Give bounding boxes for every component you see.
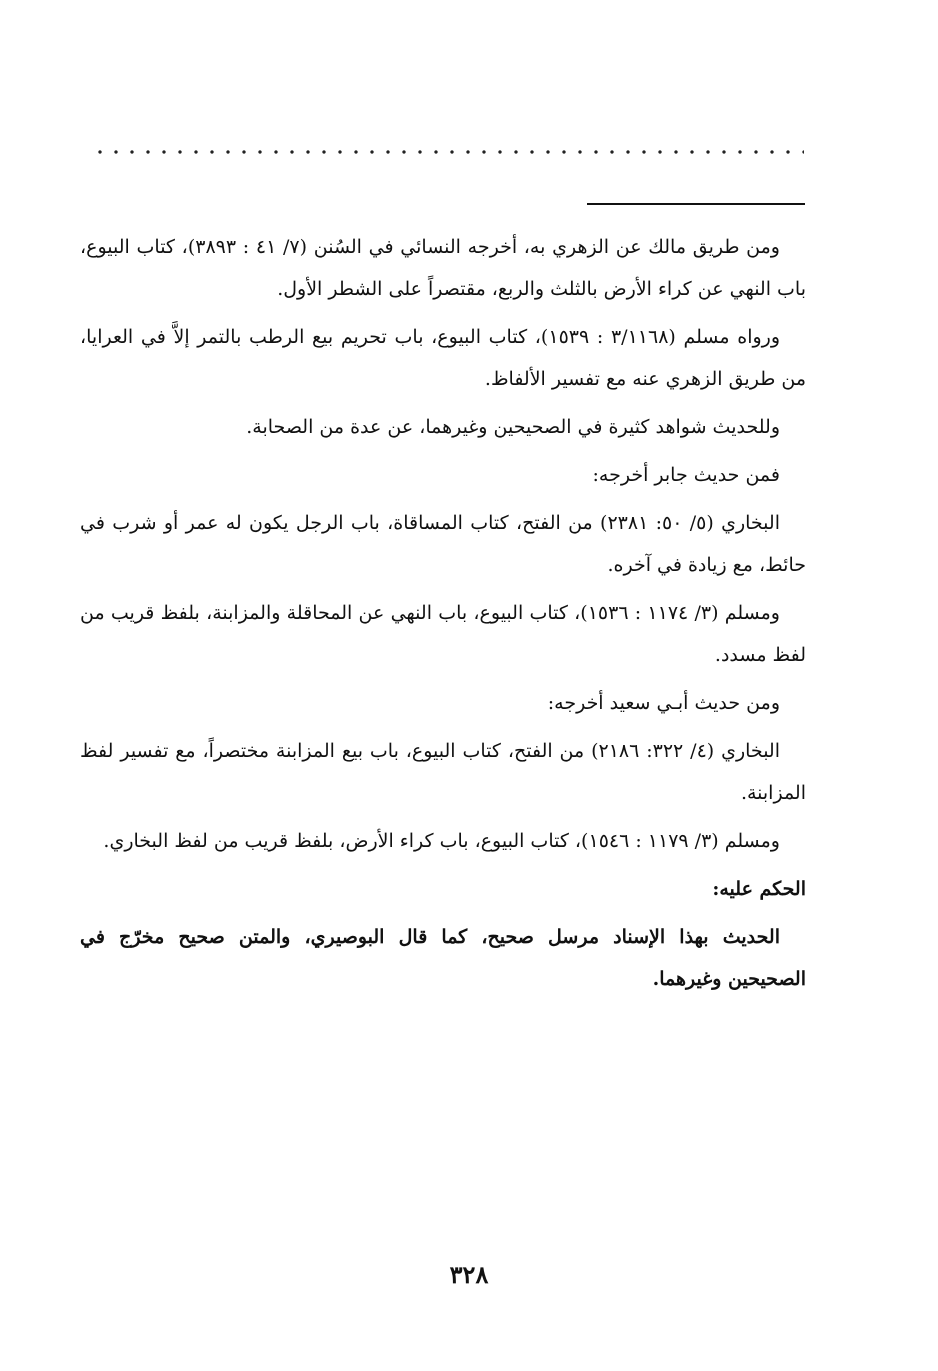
paragraph-bukhari-abu-said: البخاري (٤/ ٣٢٢: ٢١٨٦) من الفتح، كتاب البيوع، باب بيع المزابنة مختصراً، مع تفسير لفظ المزابنة. [80, 740, 806, 804]
paragraph-bukhari-jabir: البخاري (٥/ ٥٠: ٢٣٨١) من الفتح، كتاب المساقاة، باب الرجل يكون له عمر أو شرب في حائط، مع زيادة في آخره. [80, 512, 806, 576]
dotted-separator [92, 145, 804, 159]
page-body [80, 226, 806, 1006]
paragraph-witnesses: وللحديث شواهد كثيرة في الصحيحين وغيرهما، عن عدة من الصحابة. [246, 416, 780, 438]
page-number: ٣٢٨ [449, 1260, 489, 1289]
footnote-rule [587, 203, 805, 205]
paragraph-jabir-intro: فمن حديث جابر أخرجه: [592, 464, 780, 486]
ruling-text: الحديث بهذا الإسناد مرسل صحيح، كما قال البوصيري، والمتن صحيح مخرّج في الصحيحين وغيرهما. [80, 926, 806, 990]
paragraph-muslim-jabir: ومسلم (٣/ ١١٧٤ : ١٥٣٦)، كتاب البيوع، باب النهي عن المحاقلة والمزابنة، بلفظ قريب من لفظ مسدد. [80, 602, 806, 666]
paragraph-muslim-narration: ورواه مسلم (٣/١١٦٨ : ١٥٣٩)، كتاب البيوع، باب تحريم بيع الرطب بالتمر إلاَّ في العرايا، من طريق الزهري عنه مع تفسير الألفاظ. [80, 326, 806, 390]
paragraph-nasai-narration: ومن طريق مالك عن الزهري به، أخرجه النسائي في السُنن (٧/ ٤١ : ٣٨٩٣)، كتاب البيوع، باب النهي عن كراء الأرض بالثلث والربع، مقتصراً على الشطر الأول. [80, 236, 806, 300]
paragraph-muslim-abu-said: ومسلم (٣/ ١١٧٩ : ١٥٤٦)، كتاب البيوع، باب كراء الأرض، بلفظ قريب من لفظ البخاري. [103, 830, 780, 852]
paragraph-abu-said-intro: ومن حديث أبـي سعيد أخرجه: [547, 692, 780, 714]
ruling-heading: الحكم عليه: [712, 878, 806, 900]
